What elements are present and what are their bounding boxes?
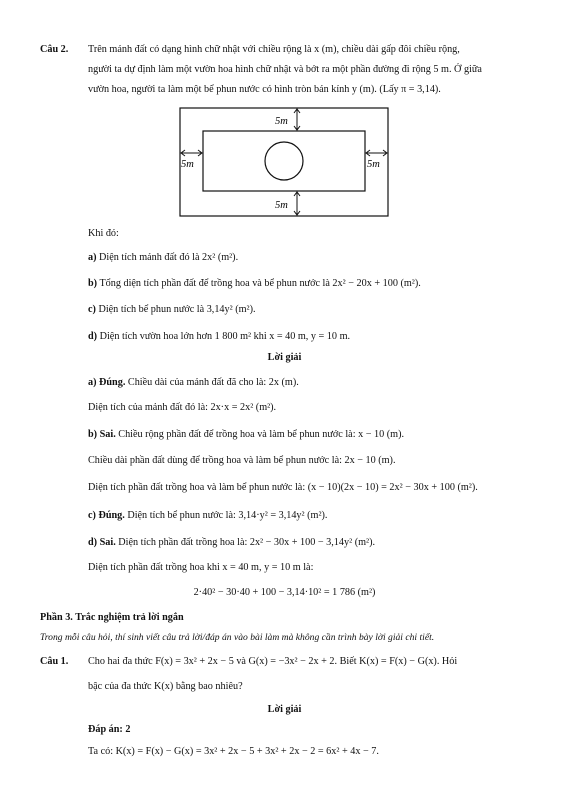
- part-3-instruction: Trong mỗi câu hỏi, thí sinh viết câu trả lời/đáp án vào bài làm mà không cần trình bày lời giải chi tiết.: [40, 632, 435, 643]
- question-2-intro-line-3: vườn hoa, người ta làm một bể phun nước có hình tròn bán kính y (m). (Lấy π = 3,14).: [88, 84, 441, 95]
- label-right: 5m: [367, 159, 380, 170]
- solution-title-q1: Lời giải: [267, 704, 302, 715]
- question-2-intro-line-2: người ta dự định làm một vườn hoa hình chữ nhật và bớt ra một phần đường đi rộng 5 m. Ở giữa: [88, 64, 482, 75]
- q1-working: Ta có: K(x) = F(x) − G(x) = 3x² + 2x − 5 + 3x² + 2x − 2 = 6x² + 4x − 7.: [88, 746, 379, 757]
- fountain-circle: [265, 142, 303, 180]
- question-2-label: Câu 2.: [40, 44, 69, 55]
- statement-c: c) Diện tích bể phun nước là 3,14y² (m²).: [88, 304, 256, 315]
- answer: Đáp án: 2: [88, 724, 131, 735]
- khi-do: Khi đó:: [88, 228, 119, 239]
- solution-title-q2: Lời giải: [267, 352, 302, 363]
- garden-diagram: [179, 107, 389, 217]
- garden-inner-rect: [203, 131, 365, 191]
- statement-d: d) Diện tích vườn hoa lớn hơn 1 800 m² khi x = 40 m, y = 10 m.: [88, 331, 351, 342]
- label-top: 5m: [275, 116, 288, 127]
- question-2-intro-line-1: Trên mảnh đất có dạng hình chữ nhật với chiều rộng là x (m), chiều dài gấp đôi chiều rộng,: [88, 44, 460, 55]
- question-1-line-2: bậc của đa thức K(x) bằng bao nhiêu?: [88, 681, 243, 692]
- solution-line-2: Diện tích của mảnh đất đó là: 2x·x = 2x² (m²).: [88, 402, 277, 413]
- solution-line-6: c) Đúng. Diện tích bể phun nước là: 3,14·y² = 3,14y² (m²).: [88, 510, 328, 521]
- question-1-label: Câu 1.: [40, 656, 69, 667]
- solution-line-1: a) Đúng. Chiều dài của mảnh đất đã cho là: 2x (m).: [88, 377, 299, 388]
- statement-a: a) Diện tích mảnh đất đó là 2x² (m²).: [88, 252, 239, 263]
- solution-line-3: b) Sai. Chiều rộng phần đất để trồng hoa và làm bể phun nước là: x − 10 (m).: [88, 429, 405, 440]
- solution-line-7: d) Sai. Diện tích phần đất trồng hoa là: 2x² − 30x + 100 − 3,14y² (m²).: [88, 537, 376, 548]
- label-left: 5m: [181, 159, 194, 170]
- solution-line-4: Chiều dài phần đất dùng để trồng hoa và làm bể phun nước là: 2x − 10 (m).: [88, 455, 396, 466]
- question-1-line-1: Cho hai đa thức F(x) = 3x² + 2x − 5 và G(x) = −3x² − 2x + 2. Biết K(x) = F(x) − G(x). Hỏi: [88, 656, 458, 667]
- label-bottom: 5m: [275, 200, 288, 211]
- part-3-title: Phần 3. Trắc nghiệm trả lời ngắn: [40, 612, 184, 623]
- final-calculation: 2·40² − 30·40 + 100 − 3,14·10² = 1 786 (m²): [193, 587, 376, 598]
- solution-line-8: Diện tích phần đất trồng hoa khi x = 40 m, y = 10 m là:: [88, 562, 314, 573]
- solution-line-5: Diện tích phần đất trồng hoa và làm bể phun nước là: (x − 10)(2x − 10) = 2x² − 30x + 100 (m²).: [88, 482, 478, 493]
- statement-b: b) Tổng diện tích phần đất để trồng hoa và bể phun nước là 2x² − 20x + 100 (m²).: [88, 278, 421, 289]
